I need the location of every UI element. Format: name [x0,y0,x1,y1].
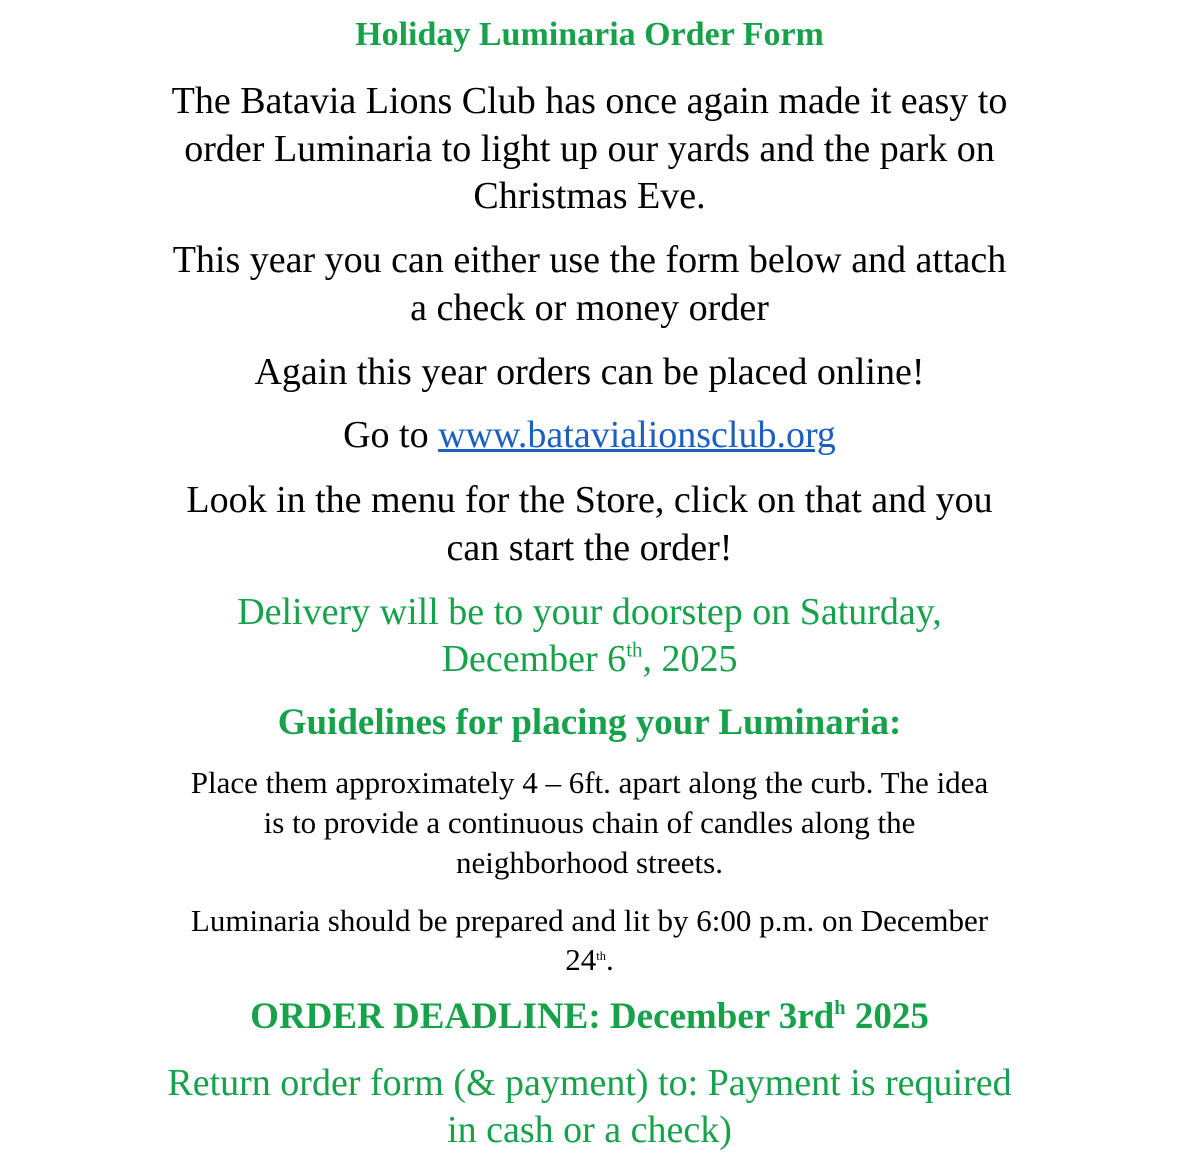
online-note: Again this year orders can be placed online! [254,351,925,393]
guidelines-p1-line-3: neighborhood streets. [456,845,723,880]
order-deadline-text: ORDER DEADLINE: December 3rd [250,996,835,1037]
return-line-1: Return order form (& payment) to: Payment is required [167,1062,1012,1104]
goto-line [0,416,1179,454]
guidelines-p1-line-1: Place them approximately 4 – 6ft. apart along the curb. The idea [190,765,989,800]
form-note-line-2: a check or money order [410,287,769,329]
delivery-date-suffix: th [626,637,643,662]
website-link[interactable]: www.batavialionsclub.org [438,414,836,456]
guidelines-p1-line-2: is to provide a continuous chain of candles along the [263,805,916,840]
store-line-2: can start the order! [446,527,733,569]
delivery-year: , 2025 [642,638,738,680]
store-line-1: Look in the menu for the Store, click on that and you [186,479,993,521]
order-deadline-year: 2025 [845,996,929,1037]
intro-line-2: order Luminaria to light up our yards and the park on [184,128,995,170]
form-note-line-1: This year you can either use the form below and attach [172,239,1007,281]
return-line-2: in cash or a check) [447,1109,732,1151]
guidelines-p2-period: . [605,942,614,977]
order-deadline [0,998,1179,1035]
guidelines-p2-date-suffix: th [596,949,606,964]
delivery-line-1: Delivery will be to your doorstep on Saturday, [237,591,942,633]
intro-line-3: Christmas Eve. [473,175,706,217]
order-deadline-suffix: h [834,996,846,1019]
delivery-line-2 [0,637,1179,680]
guidelines-p2-line-1: Luminaria should be prepared and lit by 6:00 p.m. on December [190,903,989,938]
delivery-date: December 6 [441,638,627,680]
goto-prefix: Go to [343,414,439,456]
guidelines-p2-line-2 [0,944,1179,975]
intro-line-1: The Batavia Lions Club has once again made it easy to [171,80,1008,122]
page-title: Holiday Luminaria Order Form [355,16,824,53]
guidelines-heading: Guidelines for placing your Luminaria: [277,702,902,743]
guidelines-p2-date: 24 [565,942,597,977]
